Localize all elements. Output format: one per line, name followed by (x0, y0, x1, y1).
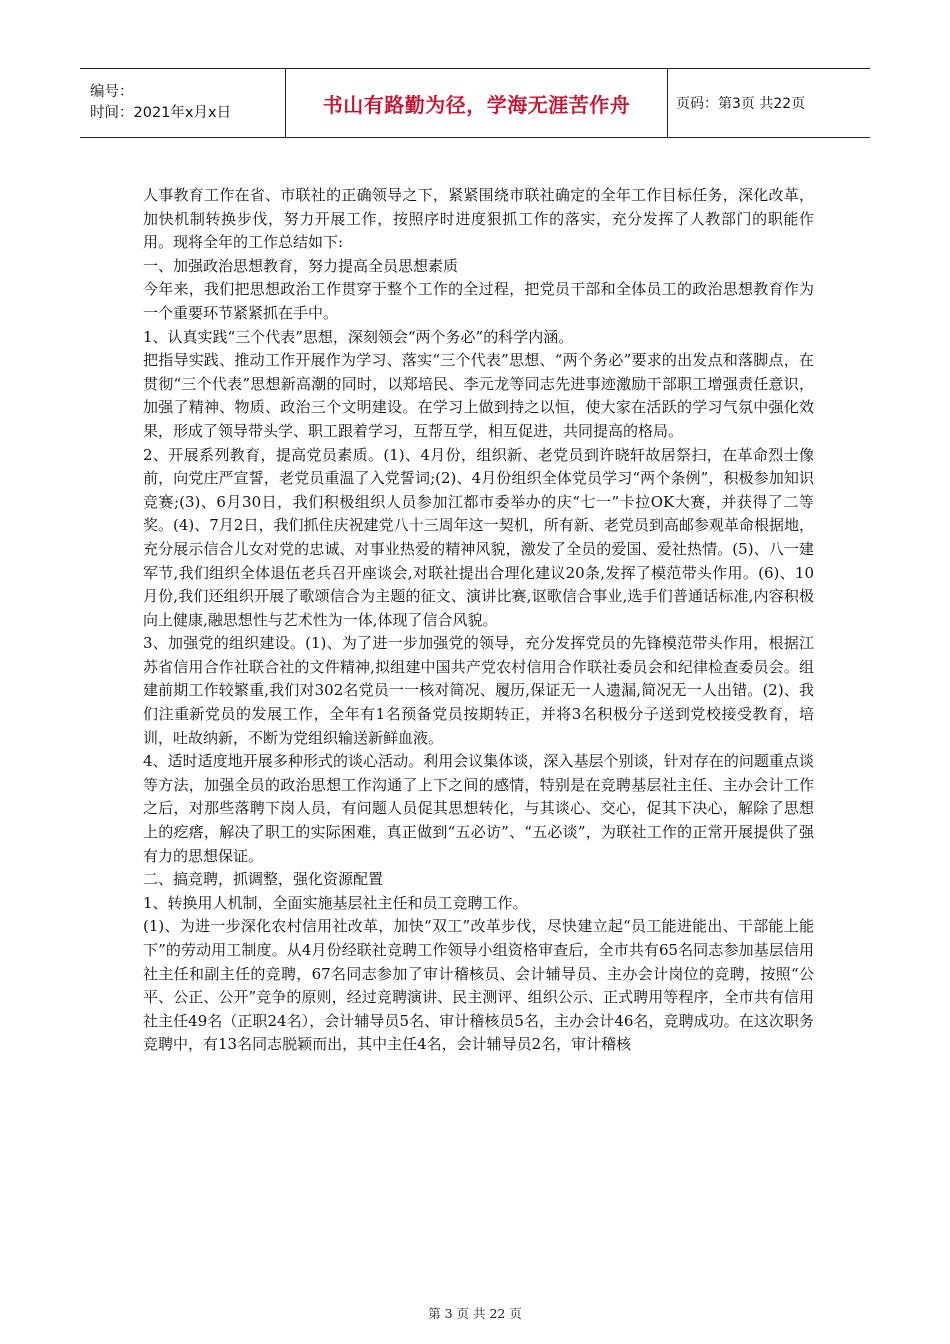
paragraph: 今年来，我们把思想政治工作贯穿于整个工作的全过程，把党员干部和全体员工的政治思想教育作为一个重要环节紧紧抓在手中。 (143, 280, 814, 322)
document-number-label: 编号： (90, 84, 134, 100)
header-motto: 书山有路勤为径，学海无涯苦作舟 (322, 92, 631, 117)
header-motto-cell (285, 69, 668, 137)
paragraph-item-2: 2、开展系列教育，提高党员素质。(1)、4月份，组织新、老党员到许晓轩故居祭扫，在革命烈士像前，向党庄严宣誓，老党员重温了入党誓词;(2)、4月份组织全体党员学习“两个条例”，积极参加知识竞赛;(3)、6月30日，我们积极组织人员参加江都市委举办的庆“七一”卡拉OK大赛，并获得了二等奖。(4)、7月2日，我们抓住庆祝建党八十三周年这一契机，所有新、老党员到高邮参观革命根据地，充分展示信合儿女对党的忠诚、对事业热爱的精神风貌，激发了全员的爱国、爱社热情。(5)、八一建军节,我们组织全体退伍老兵召开座谈会,对联社提出合理化建议20条,发挥了模范带头作用。(6)、10月份,我们还组织开展了歌颂信合为主题的征文、演讲比赛,讴歌信合事业,选手们普通话标准,内容积极向上健康,融思想性与艺术性为一体,体现了信合风貌。 (143, 445, 814, 629)
paragraph-item-4: 4、适时适度地开展多种形式的谈心活动。利用会议集体谈，深入基层个别谈，针对存在的问题重点谈等方法，加强全员的政治思想工作沟通了上下之间的感情，特别是在竞聘基层社主任、主办会计工作之后，对那些落聘下岗人员，有问题人员促其思想转化，与其谈心、交心，促其下决心，解除了思想上的疙瘩，解决了职工的实际困难，真正做到“五必访”、“五必谈”，为联社工作的正常开展提供了强有力的思想保证。 (143, 752, 814, 865)
document-body (143, 184, 814, 1057)
paragraph: (1)、为进一步深化农村信用社改革，加快“双工”改革步伐，尽快建立起“员工能进能出、干部能上能下”的劳动用工制度。从4月份经联社竞聘工作领导小组资格审查后，全市共有65名同志参加基层信用社主任和副主任的竞聘，67名同志参加了审计稽核员、会计辅导员、主办会计岗位的竞聘，按照“公平、公正、公开”竞争的原则，经过竞聘演讲、民主测评、组织公示、正式聘用等程序，全市共有信用社主任49名（正职24名），会计辅导员5名、审计稽核员5名，主办会计46名，竞聘成功。在这次职务竞聘中，有13名同志脱颖而出，其中主任4名，会计辅导员2名，审计稽核 (143, 917, 814, 1054)
paragraph-item-3: 3、加强党的组织建设。(1)、为了进一步加强党的领导，充分发挥党员的先锋模范带头作用，根据江苏省信用合作社联合社的文件精神,拟组建中国共产党农村信用合作联社委员会和纪律检查委员会。组建前期工作较繁重,我们对302名党员一一核对简况、履历,保证无一人遗漏,简况无一人出错。(2)、我们注重新党员的发展工作，全年有1名预备党员按期转正，并将3名积极分子送到党校接受教育，培训，吐故纳新，不断为党组织输送新鲜血液。 (143, 634, 814, 747)
section-heading-1: 一、加强政治思想教育，努力提高全员思想素质 (143, 256, 459, 275)
page-header (80, 68, 870, 138)
subheading-2-1: 1、转换用人机制，全面实施基层社主任和员工竞聘工作。 (143, 893, 528, 912)
header-page-info-cell (668, 69, 870, 137)
paragraph-intro: 人事教育工作在省、市联社的正确领导之下，紧紧围绕市联社确定的全年工作目标任务，深化改革，加快机制转换步伐，努力开展工作，按照序时进度狠抓工作的落实，充分发挥了人教部门的职能作用。现将全年的工作总结如下: (143, 186, 814, 252)
subheading-1-1: 1、认真实践“三个代表”思想，深刻领会“两个务必”的科学内涵。 (143, 327, 574, 346)
paragraph: 把指导实践、推动工作开展作为学习、落实“三个代表”思想、“两个务必”要求的出发点和落脚点，在贯彻“三个代表”思想新高潮的同时，以郑培民、李元龙等同志先进事迹激励干部职工增强责任意识，加强了精神、物质、政治三个文明建设。在学习上做到持之以恒，使大家在活跃的学习气氛中强化效果，形成了领导带头学、职工跟着学习，互帮互学，相互促进，共同提高的格局。 (143, 351, 814, 440)
document-time-label: 时间：2021年x月x日 (90, 105, 232, 121)
section-heading-2: 二、搞竞聘，抓调整，强化资源配置 (143, 870, 384, 889)
page-footer: 第 3 页 共 22 页 (428, 1306, 522, 1321)
header-page-info: 页码：第3页 共22页 (676, 96, 806, 112)
header-meta (80, 69, 285, 137)
